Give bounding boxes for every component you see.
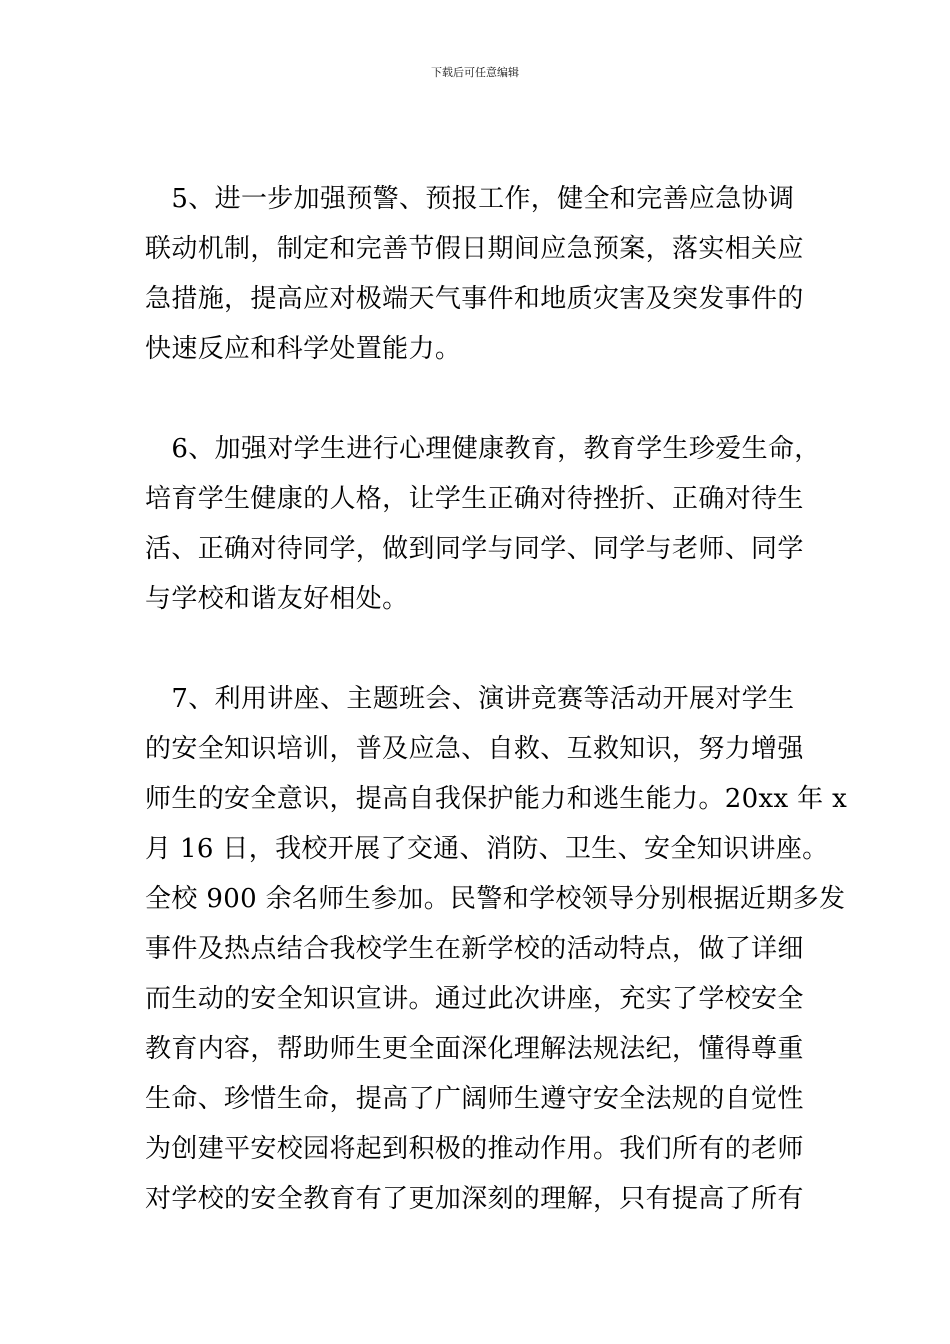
text-line: 活、正确对待同学，做到同学与同学、同学与老师、同学 [145,534,804,564]
text-line: 教育内容，帮助师生更全面深化理解法规法纪，懂得尊重 [145,1034,804,1064]
text-line: 急措施，提高应对极端天气事件和地质灾害及突发事件的 [145,284,804,314]
text-line: 全校 900 余名师生参加。民警和学校领导分别根据近期多发 [145,884,846,914]
text-line: 6、加强对学生进行心理健康教育，教育学生珍爱生命， [145,434,821,464]
text-line: 对学校的安全教育有了更加深刻的理解，只有提高了所有 [145,1184,804,1214]
text-line: 月 16 日，我校开展了交通、消防、卫生、安全知识讲座。 [145,834,829,864]
text-line: 7、利用讲座、主题班会、演讲竞赛等活动开展对学生 [145,684,795,714]
text-line: 5、进一步加强预警、预报工作，健全和完善应急协调 [145,184,795,214]
text-line: 而生动的安全知识宣讲。通过此次讲座，充实了学校安全 [145,984,804,1014]
page-header: 下载后可任意编辑 [431,66,519,79]
text-line: 事件及热点结合我校学生在新学校的活动特点，做了详细 [145,934,804,964]
text-line: 与学校和谐友好相处。 [145,584,409,614]
text-line: 联动机制，制定和完善节假日期间应急预案，落实相关应 [145,234,804,264]
text-line: 培育学生健康的人格，让学生正确对待挫折、正确对待生 [145,484,804,514]
text-line: 快速反应和科学处置能力。 [145,334,462,364]
text-line: 为创建平安校园将起到积极的推动作用。我们所有的老师 [145,1134,804,1164]
text-line: 生命、珍惜生命，提高了广阔师生遵守安全法规的自觉性 [145,1084,804,1114]
text-line: 师生的安全意识，提高自我保护能力和逃生能力。20xx 年 x [145,784,848,814]
text-line: 的安全知识培训，普及应急、自救、互救知识，努力增强 [145,734,804,764]
